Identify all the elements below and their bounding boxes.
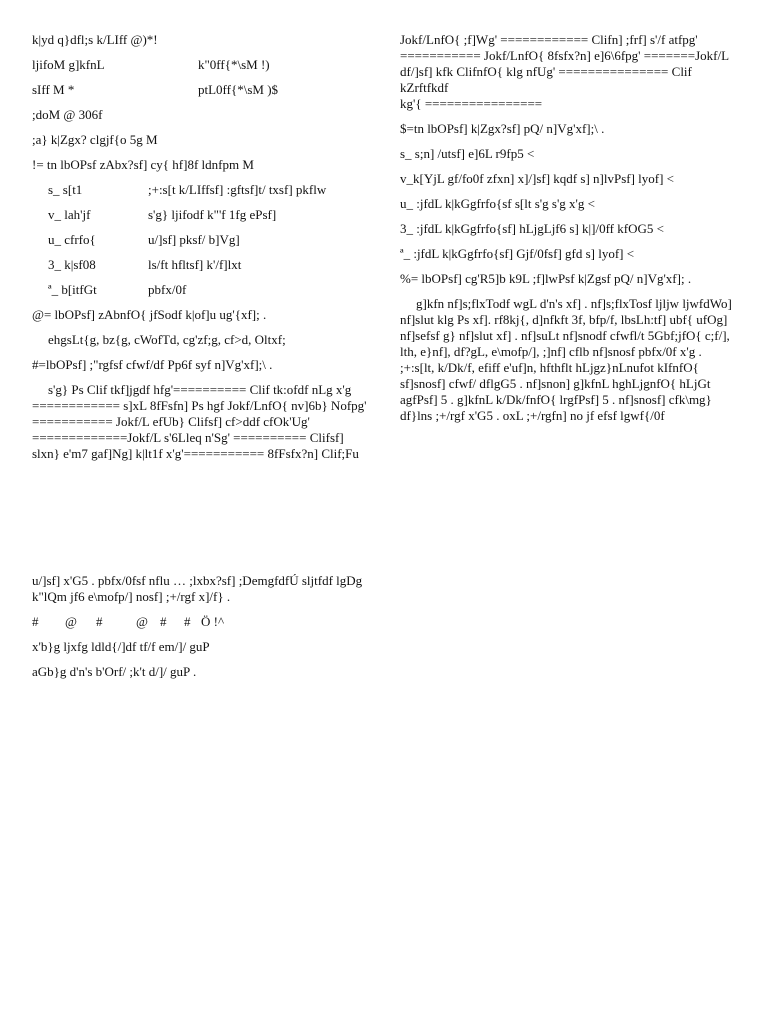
question-4d: 3_ :jfdL k|kGgfrfo{sf] hLjgLjf6 s] k|]/0ff kfOG5 <: [400, 221, 664, 236]
metre-symbol: #: [32, 614, 39, 629]
match-meaning: ;+:s[t k/LIffsf] :gftsf]t/ txsf] pkflw: [148, 182, 327, 197]
class-label: sIff M *: [32, 82, 75, 97]
question-4c: u_ :jfdL k|kGgfrfo{sf s[lt s'g s'g x'g <: [400, 196, 595, 211]
question-4b: v_k[YjL gf/fo0f zfxn] x]/]sf] kqdf s] n]lvPsf] lyof] <: [400, 171, 675, 186]
full-marks: k"0ff{*\sM !): [198, 57, 270, 72]
match-term: 3_ k|sf08: [48, 257, 96, 272]
metre-symbols: [32, 614, 368, 630]
metre-symbol: Ö !^: [201, 614, 225, 629]
question-5: %= lbOPsf] cg'R5]b k9L ;f]lwPsf k|Zgsf pQ/ n]Vg'xf]; .: [400, 271, 692, 286]
match-item: [32, 182, 368, 198]
match-term: v_ lah'jf: [48, 207, 91, 222]
class-line: [32, 82, 368, 98]
poem-line-2: aGb}g d'n's b'Orf/ ;k't d/]/ guP .: [32, 664, 197, 679]
poem-intro-paragraph: u/]sf] x'G5 . pbfx/0fsf nflu … ;lxbx?sf] ;DemgfdfÚ sljtfdf lgDg k"lQm jf6 e\mofp/] nosf] ;+/rgf x]/f} .: [32, 573, 363, 604]
question-2: @= lbOPsf] zAbnfO{ jfSodf k|of]u ug'{xf]; .: [32, 307, 267, 322]
match-term: s_ s[t1: [48, 182, 83, 197]
right-column: [400, 32, 736, 433]
match-meaning: ls/ft hfltsf] k'/f]lxt: [148, 257, 242, 272]
left-lower-section: [32, 573, 368, 689]
metre-symbol: @: [65, 614, 77, 629]
question-3: #=lbOPsf] ;"rgfsf cfwf/df Pp6f syf n]Vg'xf];\ .: [32, 357, 273, 372]
question-4a: s_ s;n] /utsf] e]6L r9fp5 <: [400, 146, 535, 161]
story-outline-end: kg'{ ================: [400, 96, 543, 111]
match-meaning: u/]sf] pksf/ b]Vg]: [148, 232, 240, 247]
match-item: [32, 282, 368, 298]
word-list: ehgsLt{g, bz{g, cWofTd, cg'zf;g, cf>d, Oltxf;: [48, 332, 286, 347]
metre-symbol: @: [136, 614, 148, 629]
time-line: ;doM @ 306f: [32, 107, 103, 122]
poem-line-1: x'b}g ljxfg ldld{/]df tf/f em/]/ guP: [32, 639, 210, 654]
match-meaning: s'g} ljifodf k"'f 1fg ePsf]: [148, 207, 277, 222]
instruction-line: ;a} k|Zgx? clgjf{o 5g M: [32, 132, 158, 147]
match-term: u_ cfrfo{: [48, 232, 96, 247]
metre-symbol: #: [96, 614, 103, 629]
question-4e: ª_ :jfdL k|kGgfrfo{sf] Gjf/0fsf] gfd s] lyof] <: [400, 246, 635, 261]
match-term: ª_ b[itfGt: [48, 282, 97, 297]
match-meaning: pbfx/0f: [148, 282, 187, 297]
pass-marks: ptL0ff{*\sM )$: [198, 82, 279, 97]
match-item: [32, 207, 368, 223]
folk-literature-passage: g]kfn nf]s;flxTodf wgL d'n's xf] . nf]s;flxTosf ljljw ljwfdWo] nf]slut klg Ps xf]. rf8kj{, d]nfkft 3f, bfp/f, lbsLh:tf] ubf{ ufOg] nf]sefsf g} nf]slut xf] . nf]suLt nf]snodf cfwfl/t 5Gbf;jfO{ c;f/], lth, e}nf], df?gL, e\mofp/], ;]nf] cflb nf]snosf pbfx/0f x'g . ;+:s[lt, k/Dk/f, efiff e'uf]n, hfthflt hLjgz}nLnufot kIfnfO{ sf]snosf] cfwf/ dflgG5 . nf]snon] g]kfnL hghLjgnfO{ hLjGt agfPsf] 5 . g]kfnL k/Dk/fnfO{ lrgfPsf] 5 . nf]snosf] cfk\mg} df}lns ;+/rgf x'G5 . oxL ;+/rgfn] no jf efsf lgwf{/0f: [400, 296, 732, 423]
question-4: $=tn lbOPsf] k|Zgx?sf] pQ/ n]Vg'xf];\ .: [400, 121, 605, 136]
match-item: [32, 232, 368, 248]
left-column: [32, 32, 368, 471]
match-item: [32, 257, 368, 273]
story-outline-paragraph: s'g} Ps Clif tkf]jgdf hfg'========== Clif tk:ofdf nLg x'g ============ s]xL 8fFsfn] Ps hgf Jokf/LnfO{ nv]6b} Nofpg' =========== Jokf/L efUb} Clifsf] cf>ddf cfOk'Ug' =============Jokf/L s'6Lleq n'Sg' ========== Clifsf] slxn} e'm7 gaf]Ng] k|lt1f x'g'=========== 8fFsfx?n] Clif;Fu: [32, 382, 367, 461]
metre-symbol: #: [160, 614, 167, 629]
question-1: != tn lbOPsf zAbx?sf] cy{ hf]8f ldnfpm M: [32, 157, 254, 172]
metre-symbol: #: [184, 614, 191, 629]
subject-line: [32, 57, 368, 73]
exam-title: k|yd q}dfl;s k/LIff @)*!: [32, 32, 158, 47]
story-outline-continued: Jokf/LnfO{ ;f]Wg' ============ Clifn] ;frf] s'/f atfpg' =========== Jokf/LnfO{ 8fsfx?n] e]6\6fpg' =======Jokf/L df/]sf] kfk ClifnfO{ klg nfUg' =============== Clif kZrftfkdf: [400, 32, 729, 95]
subject-label: ljifoM g]kfnL: [32, 57, 105, 72]
